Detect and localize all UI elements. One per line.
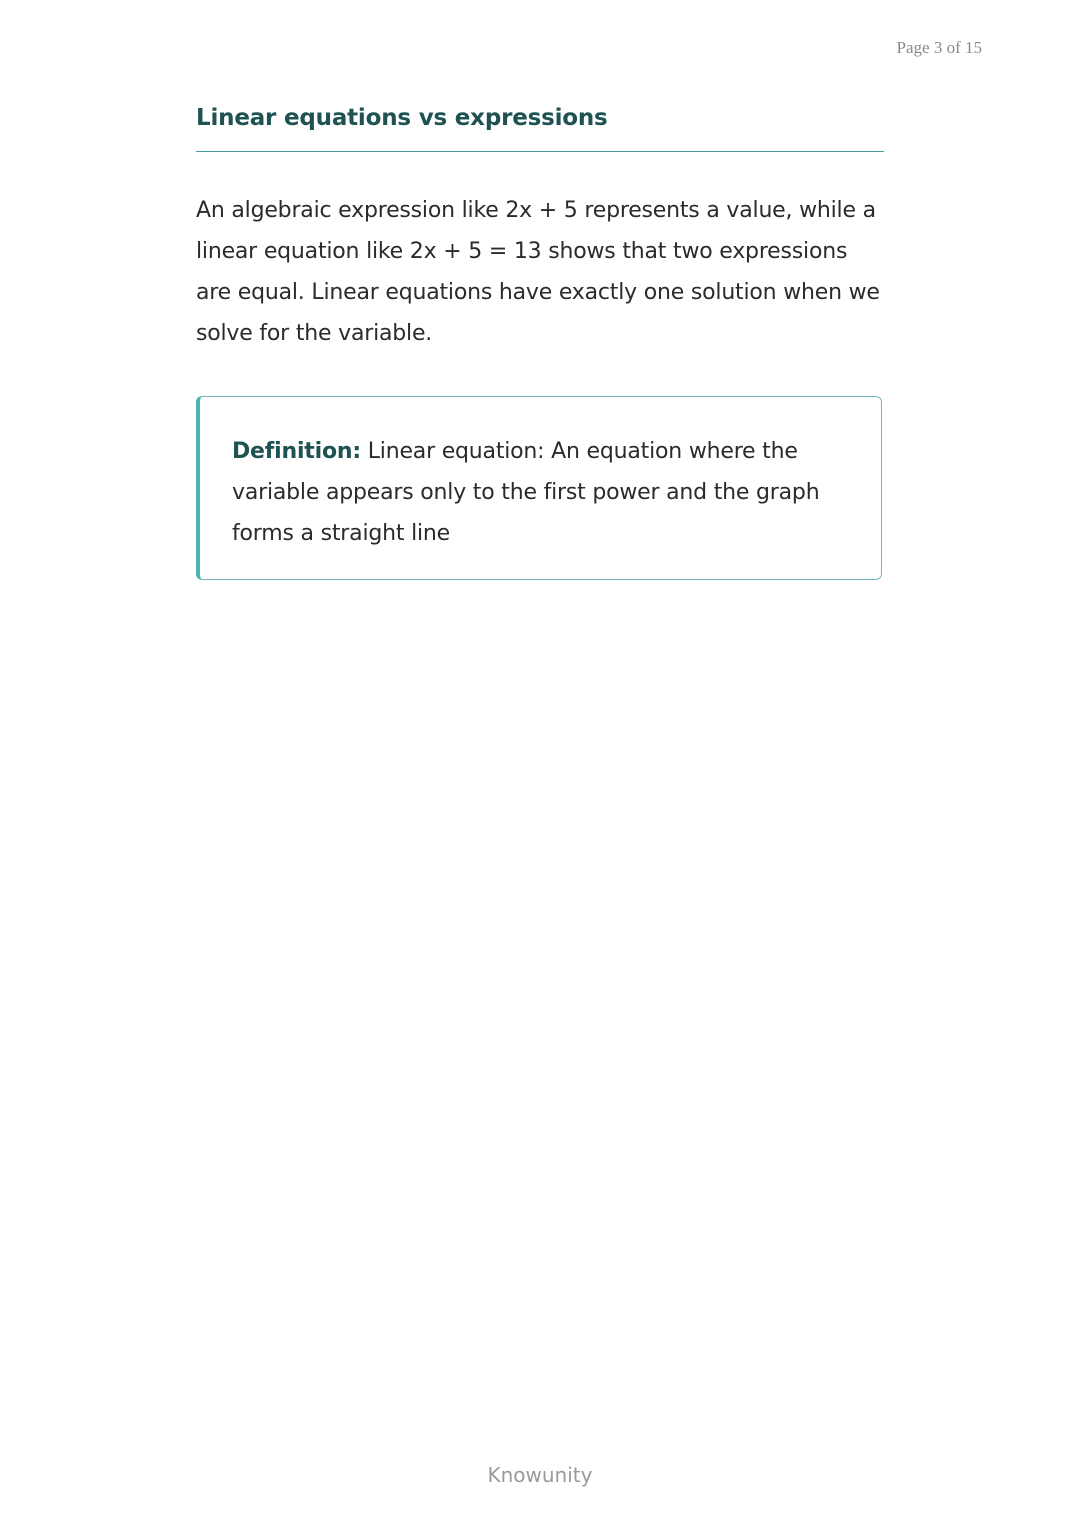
definition-text: Linear equation: An equation where the variable appears only to the first power and the graph forms a straight line <box>232 439 820 546</box>
definition-box <box>196 396 882 580</box>
page-content <box>196 100 884 580</box>
section-title: Linear equations vs expressions <box>196 105 608 131</box>
footer-brand: Knowunity <box>487 1463 593 1487</box>
title-divider <box>196 151 884 152</box>
definition-label: Definition: <box>232 439 361 464</box>
definition-content <box>232 431 851 554</box>
page-number: Page 3 of 15 <box>896 38 982 57</box>
body-paragraph: An algebraic expression like 2x + 5 represents a value, while a linear equation like 2x + 5 = 13 shows that two expressions are equal. Linear equations have exactly one solution when we solve for the variable. <box>196 198 880 346</box>
